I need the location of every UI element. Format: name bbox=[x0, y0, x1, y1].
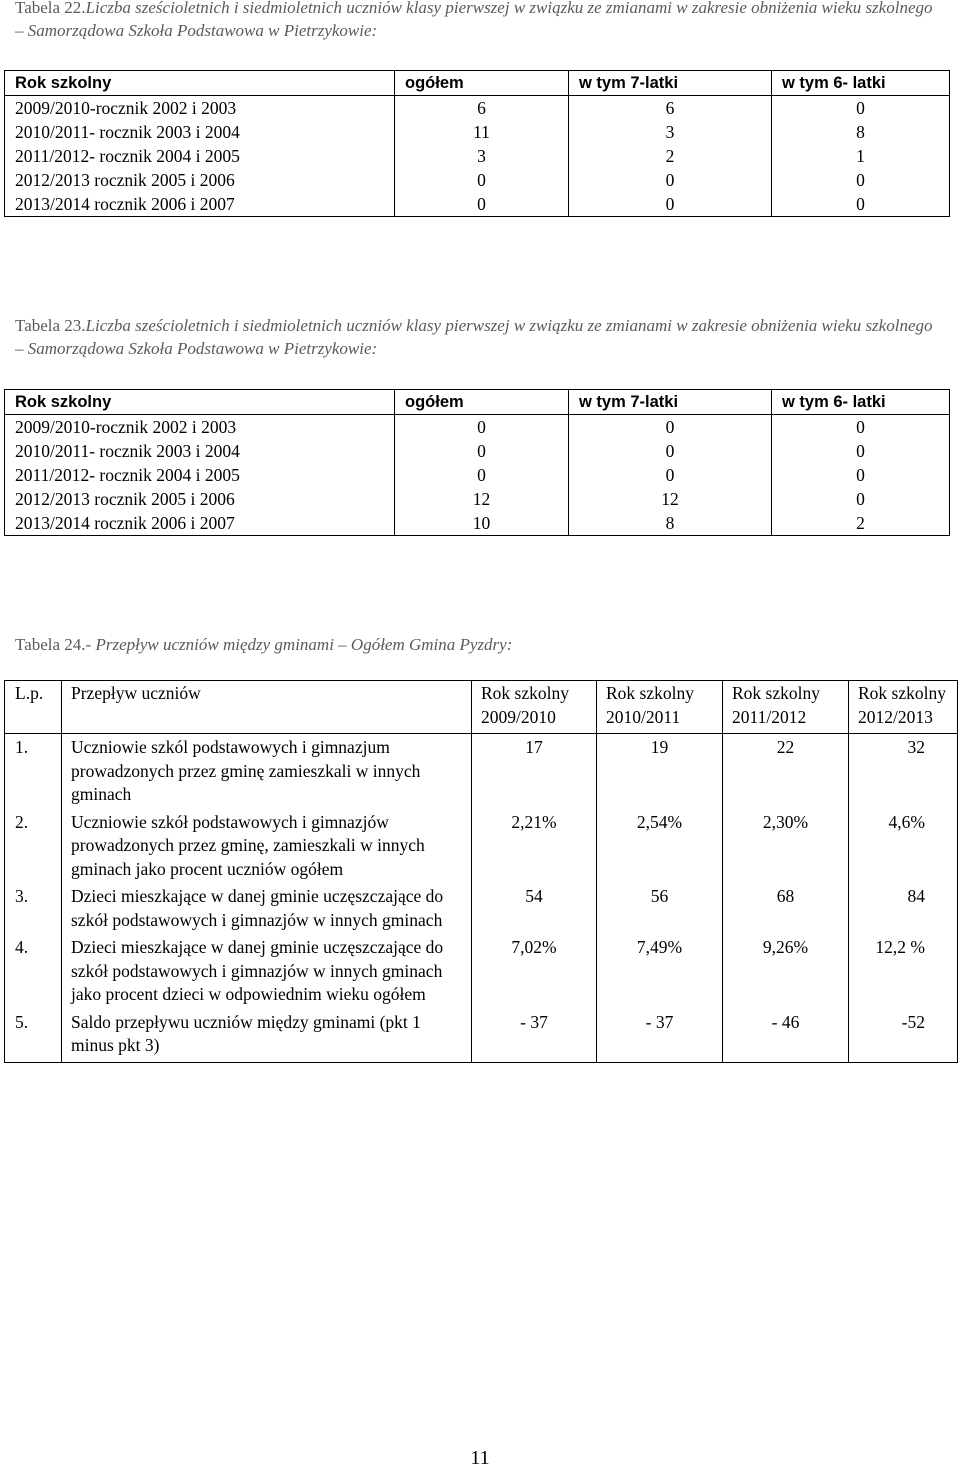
table-cell: - 37 bbox=[472, 1009, 597, 1063]
column-header: Rok szkolny 2012/2013 bbox=[849, 681, 958, 734]
table-cell: 32 bbox=[849, 734, 958, 809]
table-23 bbox=[4, 389, 950, 536]
table-cell: 2,30% bbox=[723, 809, 849, 884]
table-header-row bbox=[5, 681, 958, 734]
table-cell: 2 bbox=[772, 511, 950, 536]
table-23-label: Tabela 23. bbox=[15, 316, 86, 335]
column-header: w tym 7-latki bbox=[569, 71, 772, 96]
table-cell: 2012/2013 rocznik 2005 i 2006 bbox=[5, 168, 395, 192]
column-header: Rok szkolny bbox=[5, 390, 395, 415]
table-row bbox=[5, 734, 958, 809]
table-cell: 2010/2011- rocznik 2003 i 2004 bbox=[5, 439, 395, 463]
table-cell: - 46 bbox=[723, 1009, 849, 1063]
table-row bbox=[5, 463, 950, 487]
table-cell: 0 bbox=[395, 192, 569, 217]
page-number: 11 bbox=[470, 1447, 490, 1469]
table-23-description: Liczba sześcioletnich i siedmioletnich uczniów klasy pierwszej w związku ze zmianami w zakresie obniżenia wieku szkolnego – Samorządowa Szkoła Podstawowa w Pietrzykowie: bbox=[15, 316, 933, 358]
table-cell: 1 bbox=[772, 144, 950, 168]
table-cell: 11 bbox=[395, 120, 569, 144]
table-cell: -52 bbox=[849, 1009, 958, 1063]
table-24-description: Przepływ uczniów między gminami – Ogółem Gmina Pyzdry: bbox=[91, 635, 513, 654]
table-cell: 22 bbox=[723, 734, 849, 809]
table-cell: 6 bbox=[569, 96, 772, 121]
table-cell: 0 bbox=[395, 463, 569, 487]
table-cell: 2013/2014 rocznik 2006 i 2007 bbox=[5, 192, 395, 217]
column-header: L.p. bbox=[5, 681, 62, 734]
table-row bbox=[5, 120, 950, 144]
table-row bbox=[5, 1009, 958, 1063]
table-cell: 84 bbox=[849, 883, 958, 934]
table-cell: 2009/2010-rocznik 2002 i 2003 bbox=[5, 415, 395, 440]
column-header: ogółem bbox=[395, 71, 569, 96]
table-cell: 19 bbox=[597, 734, 723, 809]
table-cell: 2011/2012- rocznik 2004 i 2005 bbox=[5, 144, 395, 168]
table-cell: - 37 bbox=[597, 1009, 723, 1063]
table-cell: 0 bbox=[569, 415, 772, 440]
table-cell: 3 bbox=[569, 120, 772, 144]
table-cell: 17 bbox=[472, 734, 597, 809]
table-cell: 0 bbox=[772, 168, 950, 192]
table-cell: 56 bbox=[597, 883, 723, 934]
column-header: w tym 6- latki bbox=[772, 390, 950, 415]
table-row bbox=[5, 883, 958, 934]
table-cell: 0 bbox=[772, 415, 950, 440]
table-cell: 2010/2011- rocznik 2003 i 2004 bbox=[5, 120, 395, 144]
table-cell: 4,6% bbox=[849, 809, 958, 884]
table-cell: 8 bbox=[772, 120, 950, 144]
table-cell: 2011/2012- rocznik 2004 i 2005 bbox=[5, 463, 395, 487]
table-cell: 0 bbox=[395, 439, 569, 463]
column-header: w tym 6- latki bbox=[772, 71, 950, 96]
table-cell: 12,2 % bbox=[849, 934, 958, 1009]
table-cell: Dzieci mieszkające w danej gminie uczęszczające do szkół podstawowych i gimnazjów w innych gminach bbox=[62, 883, 472, 934]
table-cell: 10 bbox=[395, 511, 569, 536]
table-cell: Dzieci mieszkające w danej gminie uczęszczające do szkół podstawowych i gimnazjów w innych gminach jako procent dzieci w odpowiednim wieku ogółem bbox=[62, 934, 472, 1009]
table-row bbox=[5, 144, 950, 168]
table-22-caption bbox=[15, 0, 935, 42]
table-cell: 4. bbox=[5, 934, 62, 1009]
table-cell: 68 bbox=[723, 883, 849, 934]
column-header: Przepływ uczniów bbox=[62, 681, 472, 734]
table-cell: 0 bbox=[772, 192, 950, 217]
table-cell: Uczniowie szkół podstawowych i gimnazjów prowadzonych przez gminę, zamieszkali w innych gminach jako procent uczniów ogółem bbox=[62, 809, 472, 884]
table-cell: Uczniowie szkól podstawowych i gimnazjum prowadzonych przez gminę zamieszkali w innych gminach bbox=[62, 734, 472, 809]
table-header-row bbox=[5, 390, 950, 415]
table-cell: 0 bbox=[569, 439, 772, 463]
table-22 bbox=[4, 70, 950, 217]
table-cell: 8 bbox=[569, 511, 772, 536]
table-cell: 12 bbox=[569, 487, 772, 511]
table-24-caption bbox=[15, 633, 935, 656]
table-cell: 2013/2014 rocznik 2006 i 2007 bbox=[5, 511, 395, 536]
table-cell: 54 bbox=[472, 883, 597, 934]
table-cell: 3 bbox=[395, 144, 569, 168]
table-cell: 0 bbox=[569, 463, 772, 487]
table-header-row bbox=[5, 71, 950, 96]
table-row bbox=[5, 192, 950, 217]
column-header: Rok szkolny 2010/2011 bbox=[597, 681, 723, 734]
table-row bbox=[5, 168, 950, 192]
column-header: ogółem bbox=[395, 390, 569, 415]
table-cell: 1. bbox=[5, 734, 62, 809]
table-row bbox=[5, 809, 958, 884]
column-header: Rok szkolny 2009/2010 bbox=[472, 681, 597, 734]
table-cell: 7,02% bbox=[472, 934, 597, 1009]
table-24-label: Tabela 24.- bbox=[15, 635, 92, 654]
table-row bbox=[5, 934, 958, 1009]
table-22-label: Tabela 22. bbox=[15, 0, 86, 17]
table-cell: 0 bbox=[772, 463, 950, 487]
table-cell: 2,54% bbox=[597, 809, 723, 884]
table-cell: 0 bbox=[569, 168, 772, 192]
table-cell: Saldo przepływu uczniów między gminami (pkt 1 minus pkt 3) bbox=[62, 1009, 472, 1063]
table-cell: 2,21% bbox=[472, 809, 597, 884]
table-cell: 0 bbox=[772, 439, 950, 463]
table-row bbox=[5, 511, 950, 536]
table-row bbox=[5, 96, 950, 121]
table-cell: 7,49% bbox=[597, 934, 723, 1009]
table-cell: 0 bbox=[569, 192, 772, 217]
table-cell: 0 bbox=[772, 487, 950, 511]
table-cell: 3. bbox=[5, 883, 62, 934]
table-cell: 2009/2010-rocznik 2002 i 2003 bbox=[5, 96, 395, 121]
table-23-caption bbox=[15, 314, 935, 360]
table-cell: 12 bbox=[395, 487, 569, 511]
table-cell: 0 bbox=[772, 96, 950, 121]
column-header: Rok szkolny 2011/2012 bbox=[723, 681, 849, 734]
table-cell: 2 bbox=[569, 144, 772, 168]
table-row bbox=[5, 415, 950, 440]
table-row bbox=[5, 439, 950, 463]
column-header: Rok szkolny bbox=[5, 71, 395, 96]
table-cell: 2. bbox=[5, 809, 62, 884]
table-cell: 9,26% bbox=[723, 934, 849, 1009]
column-header: w tym 7-latki bbox=[569, 390, 772, 415]
table-cell: 5. bbox=[5, 1009, 62, 1063]
table-24 bbox=[4, 680, 958, 1063]
table-22-description: Liczba sześcioletnich i siedmioletnich uczniów klasy pierwszej w związku ze zmianami w zakresie obniżenia wieku szkolnego – Samorządowa Szkoła Podstawowa w Pietrzykowie: bbox=[15, 0, 933, 40]
table-cell: 2012/2013 rocznik 2005 i 2006 bbox=[5, 487, 395, 511]
table-cell: 6 bbox=[395, 96, 569, 121]
table-cell: 0 bbox=[395, 168, 569, 192]
table-row bbox=[5, 487, 950, 511]
table-cell: 0 bbox=[395, 415, 569, 440]
